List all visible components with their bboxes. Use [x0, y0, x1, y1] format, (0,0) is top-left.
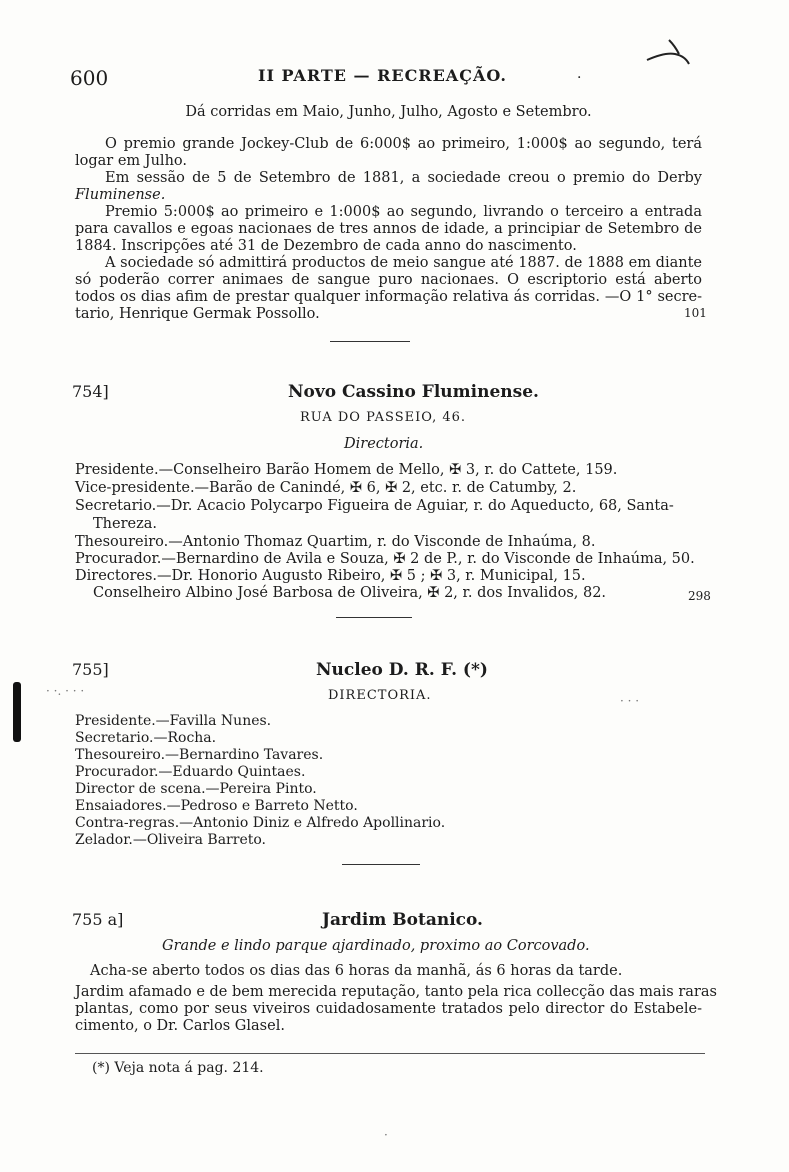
section-number: 755] — [72, 660, 109, 679]
section-subtitle: Directoria. — [344, 436, 424, 452]
directory-row: Directores.—Dr. Honorio Augusto Ribeiro, ✠ 5 ; ✠ 3, r. Municipal, 15. — [75, 568, 586, 584]
directory-row: Ensaiadores.—Pedroso e Barreto Netto. — [75, 798, 358, 814]
footnote-rule — [75, 1053, 705, 1054]
directory-row: Procurador.—Bernardino de Avila e Souza, ✠ 2 de P., r. do Visconde de Inhaúma, 50. — [75, 551, 695, 567]
separator — [330, 341, 410, 342]
section-title: Nucleo D. R. F. (*) — [316, 660, 488, 680]
paragraph-line: Jardim afamado e de bem merecida reputação, tanto pela rica collecção das mais raras — [75, 984, 717, 1000]
directory-row: Thesoureiro.—Antonio Thomaz Quartim, r. do Visconde de Inhaúma, 8. — [75, 534, 596, 550]
directory-row: Presidente.—Conselheiro Barão Homem de Mello, ✠ 3, r. do Cattete, 159. — [75, 462, 618, 478]
speck: · ·. · · · — [46, 684, 85, 698]
paragraph-line: Fluminense. — [75, 187, 166, 203]
paragraph-line: logar em Julho. — [75, 153, 187, 169]
reference-number: 101 — [684, 306, 707, 320]
paragraph-line: cimento, o Dr. Carlos Glasel. — [75, 1018, 285, 1034]
paragraph-line: tario, Henrique Germak Possollo. — [75, 306, 320, 322]
speck: · · · — [620, 694, 640, 708]
paragraph-line: todos os dias afim de prestar qualquer informação relativa ás corridas. —O 1° secre- — [75, 289, 702, 305]
separator — [342, 864, 420, 865]
section-address: RUA DO PASSEIO, 46. — [300, 410, 467, 425]
separator — [336, 617, 412, 618]
paragraph-line: 1884. Inscripções até 31 de Dezembro de cada anno do nascimento. — [75, 238, 577, 254]
running-head: II PARTE — RECREAÇÃO. — [258, 66, 507, 85]
directory-row: Thesoureiro.—Bernardino Tavares. — [75, 747, 324, 763]
paragraph-line: só poderão correr animaes de sangue puro nacionaes. O escriptorio está aberto — [75, 272, 702, 288]
directory-row: Vice-presidente.—Barão de Canindé, ✠ 6, ✠ 2, etc. r. de Catumby, 2. — [75, 480, 577, 496]
directory-row: Zelador.—Oliveira Barreto. — [75, 832, 266, 848]
directory-row: Contra-regras.—Antonio Diniz e Alfredo Apollinario. — [75, 815, 446, 831]
section-title: Jardim Botanico. — [322, 910, 483, 930]
directory-row: Thereza. — [93, 516, 157, 532]
paragraph-line: A sociedade só admittirá productos de meio sangue até 1887. de 1888 em diante — [105, 255, 702, 271]
directory-row: Director de scena.—Pereira Pinto. — [75, 781, 317, 797]
paragraph-line: para cavallos e egoas nacionaes de tres annos de idade, a principiar de Setembro de — [75, 221, 702, 237]
section-subtitle: DIRECTORIA. — [328, 688, 432, 703]
paragraph-line: plantas, como por seus viveiros cuidadosamente tratados pelo director do Estabele- — [75, 1001, 702, 1017]
handwritten-mark-icon — [645, 30, 693, 70]
paragraph-line: Acha-se aberto todos os dias das 6 horas da manhã, ás 6 horas da tarde. — [90, 963, 623, 979]
section-title: Novo Cassino Fluminense. — [288, 382, 539, 402]
page-number: 600 — [70, 66, 109, 90]
speck: · — [577, 70, 582, 86]
speck: · — [384, 1128, 388, 1142]
footnote: (*) Veja nota á pag. 214. — [92, 1060, 264, 1076]
directory-row: Procurador.—Eduardo Quintaes. — [75, 764, 306, 780]
paragraph-line: Em sessão de 5 de Setembro de 1881, a sociedade creou o premio do Derby — [105, 170, 702, 186]
section-subtitle: Grande e lindo parque ajardinado, proximo ao Corcovado. — [162, 938, 590, 954]
section-number: 755 a] — [72, 910, 124, 929]
reference-number: 298 — [688, 589, 711, 603]
directory-row: Secretario.—Dr. Acacio Polycarpo Figueira de Aguiar, r. do Aqueducto, 68, Santa- — [75, 498, 674, 514]
intro-line: Dá corridas em Maio, Junho, Julho, Agosto e Setembro. — [185, 104, 592, 120]
directory-row: Conselheiro Albino José Barbosa de Oliveira, ✠ 2, r. dos Invalidos, 82. — [93, 585, 607, 601]
paragraph-line: Premio 5:000$ ao primeiro e 1:000$ ao segundo, livrando o terceiro a entrada — [105, 204, 702, 220]
ink-mark — [13, 682, 21, 742]
paragraph-line: O premio grande Jockey-Club de 6:000$ ao primeiro, 1:000$ ao segundo, terá — [105, 136, 702, 152]
directory-row: Secretario.—Rocha. — [75, 730, 217, 746]
section-number: 754] — [72, 382, 109, 401]
directory-row: Presidente.—Favilla Nunes. — [75, 713, 272, 729]
